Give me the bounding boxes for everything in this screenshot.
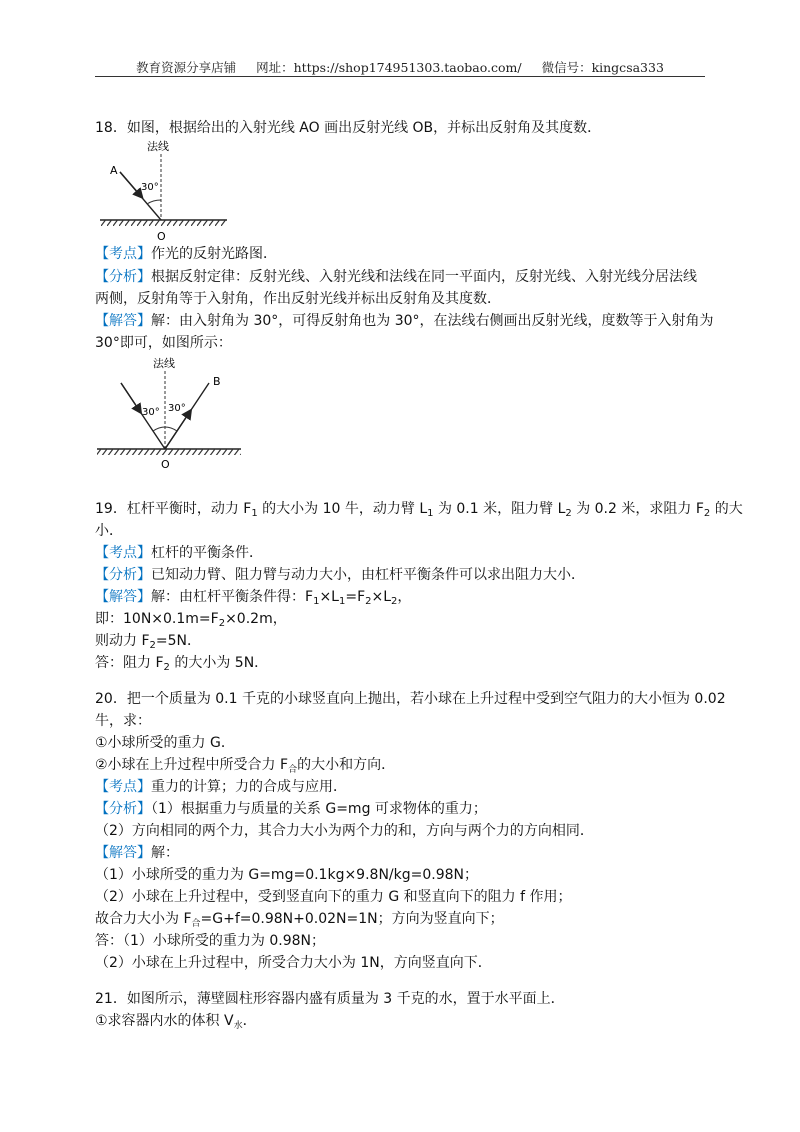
q20-jieda-l1: （1）小球所受的重力为 G=mg=0.1kg×9.8N/kg=0.98N； <box>95 867 479 883</box>
q21-sub-1: ①求容器内水的体积 $V_水$． <box>95 1013 257 1031</box>
q18-fenxi-1 <box>95 267 697 287</box>
fig1-angle-label: 30° <box>141 182 159 193</box>
fig2-normal-label: 法线 <box>153 357 175 370</box>
q20-jieda-l2: （2）小球在上升过程中，受到竖直向下的重力 G 和竖直向下的阻力 f 作用； <box>95 889 572 905</box>
q20-kaodian: 【考点】重力的计算；力的合成与应用． <box>95 779 347 795</box>
jieda-tag: 【解答】 <box>95 313 151 329</box>
shop-url: 网址：https://shop174951303.taobao.com/ <box>256 60 522 75</box>
fig2-label-o: O <box>161 458 170 471</box>
q19-fenxi: 【分析】已知动力臂、阻力臂与动力大小，由杠杆平衡条件可以求出阻力大小． <box>95 567 585 583</box>
kaodian-text: 作光的反射光路图． <box>151 246 277 262</box>
q21-stem: 21．如图所示，薄壁圆柱形容器内盛有质量为 3 千克的水，置于水平面上． <box>95 991 565 1007</box>
q19-answer: 答：阻力 $F_2$ 的大小为 5N． <box>95 655 269 673</box>
q20-fenxi-2: （2）方向相同的两个力，其合力大小为两个力的和，方向与两个力的方向相同． <box>95 823 594 839</box>
jieda-text-1: 解：由入射角为 30°，可得反射角也为 30°，在法线右侧画出反射光线，度数等于入射角为 <box>151 313 714 329</box>
q19-stem-2: 小． <box>95 523 123 539</box>
wechat-id: 微信号：kingcsa333 <box>541 60 664 75</box>
q18-jieda-1 <box>95 311 714 331</box>
q20-sub-2: ②小球在上升过程中所受合力 $F_合$的大小和方向． <box>95 757 396 775</box>
q20-stem-1: 20．把一个质量为 0.1 千克的小球竖直向上抛出，若小球在上升过程中受到空气阻力的大小恒为 0.02 <box>95 691 726 707</box>
q18-figure-reflection <box>95 353 245 471</box>
q20-sub-1: ①小球所受的重力 G． <box>95 735 235 751</box>
fig2-angle-left: 30° <box>142 407 160 418</box>
q20-jieda: 【解答】解： <box>95 845 179 861</box>
page-header <box>0 58 800 76</box>
q18-figure-incident <box>95 138 235 246</box>
q20-jieda-l3: 故合力大小为 $F_合=G+f=0.98N+0.02N=1N$；方向为竖直向下； <box>95 911 504 929</box>
fenxi-text-1: 根据反射定律：反射光线、入射光线和法线在同一平面内，反射光线、入射光线分居法线 <box>151 269 697 285</box>
q18-kaodian <box>95 244 277 264</box>
q19-stem-1: 19．杠杆平衡时，动力 $F_1$ 的大小为 10 牛，动力臂 $L_1$ 为 0.1 米，阻力臂 $L_2$ 为 0.2 米，求阻力 $F_2$ 的大 <box>95 501 743 519</box>
shop-name: 教育资源分享店铺 <box>136 60 237 75</box>
q19-kaodian: 【考点】杠杆的平衡条件． <box>95 545 263 561</box>
q20-jieda-l4: 答：（1）小球所受的重力为 0.98N； <box>95 933 326 949</box>
q19-line-3: 则动力 $F_2=5N$． <box>95 633 202 651</box>
q20-stem-2: 牛，求： <box>95 713 151 729</box>
fig2-angle-right: 30° <box>168 403 186 414</box>
q18-stem: 18．如图，根据给出的入射光线 AO 画出反射光线 OB，并标出反射角及其度数． <box>95 120 602 136</box>
fig1-label-a: A <box>110 164 118 177</box>
q20-fenxi-1: 【分析】（1）根据重力与质量的关系 G=mg 可求物体的重力； <box>95 801 487 817</box>
fenxi-tag: 【分析】 <box>95 269 151 285</box>
fig2-label-b: B <box>213 375 221 388</box>
q19-line-2: 即：$10N\times 0.1m=F_2\times 0.2m$， <box>95 611 287 629</box>
fig1-label-o: O <box>157 230 166 243</box>
header-divider <box>95 76 705 77</box>
q18-jieda-2: 30°即可，如图所示： <box>95 335 232 351</box>
kaodian-tag: 【考点】 <box>95 246 151 262</box>
q18-fenxi-2: 两侧，反射角等于入射角，作出反射光线并标出反射角及其度数． <box>95 291 501 307</box>
fig1-normal-label: 法线 <box>147 140 169 153</box>
q19-jieda-1: 【解答】解：由杠杆平衡条件得：$F_1\times L_1=F_2\times L_2$， <box>95 589 412 607</box>
q20-jieda-l5: （2）小球在上升过程中，所受合力大小为 1N，方向竖直向下． <box>95 955 492 971</box>
